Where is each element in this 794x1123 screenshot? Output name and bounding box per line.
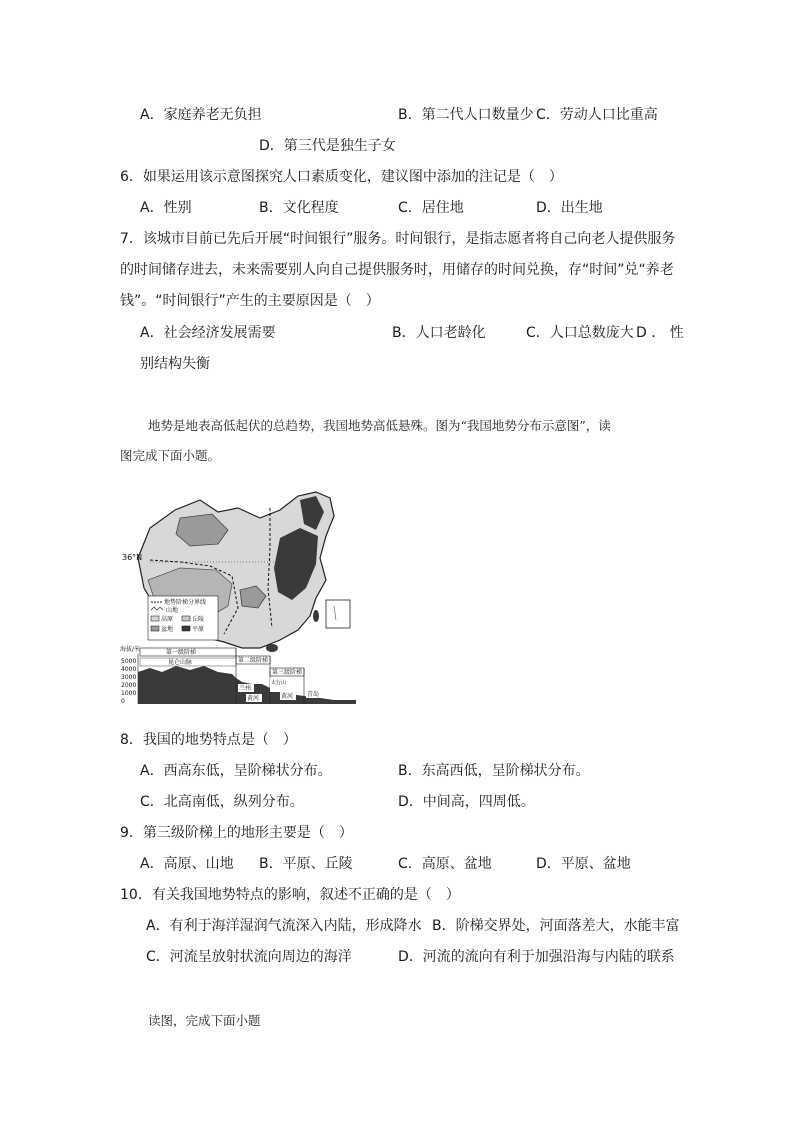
passage-1-line1: 地势是地表高低起伏的总趋势，我国地势高低悬殊。图为“我国地势分布示意图”，读 xyxy=(148,418,611,433)
q8-option-c: C．北高南低，纵列分布。 xyxy=(140,794,304,810)
q6-option-d: D．出生地 xyxy=(536,200,603,216)
q10-option-d: D．河流的流向有利于加强沿海与内陆的联系 xyxy=(398,949,675,965)
q5-option-d: D．第三代是独生子女 xyxy=(259,138,396,154)
altitude-axis-label: 海拔/米 xyxy=(120,646,141,653)
q9-option-d: D．平原、盆地 xyxy=(536,856,631,872)
legend-hill: 丘陵 xyxy=(192,616,205,623)
q9-option-b: B．平原、丘陵 xyxy=(259,856,353,872)
q7-stem-line2: 的时间储存进去，未来需要别人向自己提供服务时，用储存的时间兑换，存“时间”兑“养老 xyxy=(120,262,674,278)
q8-option-b: B．东高西低，呈阶梯状分布。 xyxy=(398,763,590,779)
q6-stem: 6．如果运用该示意图探究人口素质变化，建议图中添加的注记是（ ） xyxy=(120,169,563,185)
alt-2000: 2000 xyxy=(121,682,137,689)
alt-4000: 4000 xyxy=(121,666,137,673)
south-sea-inset xyxy=(326,600,350,628)
q7-stem-line1: 7．该城市目前已先后开展“时间银行”服务。时间银行，是指志愿者将自己向老人提供服务 xyxy=(120,231,676,247)
alt-0: 0 xyxy=(121,698,125,705)
huanghe-label-2: 黄河 xyxy=(281,693,294,700)
china-terrain-map xyxy=(120,488,356,706)
legend-boundary: 地势阶梯分界线 xyxy=(164,599,207,606)
latitude-label: 36°N xyxy=(122,553,143,562)
kunlun-label: 昆仑山脉 xyxy=(168,659,193,666)
passage-1-line2: 图完成下面小题。 xyxy=(120,448,221,463)
q6-option-a: A．性别 xyxy=(140,200,192,216)
terrain-map-svg xyxy=(120,488,356,706)
q7-option-c: C．人口总数庞大 xyxy=(526,325,634,341)
q7-stem-line3: 钱”。“时间银行”产生的主要原因是（ ） xyxy=(120,293,380,309)
legend-plateau: 高原 xyxy=(161,616,174,623)
q8-stem: 8．我国的地势特点是（ ） xyxy=(120,732,297,748)
q7-option-d-continued: 别结构失衡 xyxy=(140,356,210,372)
legend-mountain: 山地 xyxy=(166,607,179,614)
q9-option-c: C．高原、盆地 xyxy=(398,856,492,872)
qingdao-label: 青岛 xyxy=(307,691,320,698)
hainan xyxy=(266,644,278,652)
lanzhou-label: 兰州 xyxy=(239,685,252,692)
q10-option-b: B．阶梯交界处，河面落差大，水能丰富 xyxy=(432,918,680,934)
legend-plain: 平原 xyxy=(192,626,205,633)
q6-option-b: B．文化程度 xyxy=(259,200,339,216)
taihang-label: 太行山 xyxy=(271,680,287,686)
q9-option-a: A．高原、山地 xyxy=(140,856,234,872)
q7-option-d: D ． 性 xyxy=(636,325,684,341)
q5-option-a: A．家庭养老无负担 xyxy=(140,107,262,123)
q10-option-c: C．河流呈放射状流向周边的海洋 xyxy=(146,949,352,965)
q10-option-a: A．有利于海洋湿润气流深入内陆，形成降水 xyxy=(146,918,422,934)
passage-2-line1: 读图，完成下面小题 xyxy=(148,1013,261,1028)
q7-option-b: B．人口老龄化 xyxy=(392,325,486,341)
q9-stem: 9．第三级阶梯上的地形主要是（ ） xyxy=(120,825,353,841)
taiwan xyxy=(313,610,319,622)
alt-1000: 1000 xyxy=(121,690,137,697)
q5-option-c: C．劳动人口比重高 xyxy=(536,107,658,123)
huanghe-label-1: 黄河 xyxy=(247,695,260,702)
q6-option-c: C．居住地 xyxy=(398,200,464,216)
map-legend xyxy=(148,596,218,640)
q7-option-a: A．社会经济发展需要 xyxy=(140,325,276,341)
legend-basin: 盆地 xyxy=(161,626,174,633)
q8-option-d: D．中间高，四周低。 xyxy=(398,794,535,810)
step-2-label: 第二级阶梯 xyxy=(238,657,269,664)
q5-option-b: B．第二代人口数量少 xyxy=(398,107,534,123)
q8-option-a: A．西高东低，呈阶梯状分布。 xyxy=(140,763,332,779)
alt-3000: 3000 xyxy=(121,674,137,681)
step-1-label: 第一级阶梯 xyxy=(166,649,197,656)
alt-5000: 5000 xyxy=(121,658,137,665)
q10-stem: 10．有关我国地势特点的影响，叙述不正确的是（ ） xyxy=(120,887,460,903)
step-3-label: 第三级阶梯 xyxy=(272,669,303,676)
